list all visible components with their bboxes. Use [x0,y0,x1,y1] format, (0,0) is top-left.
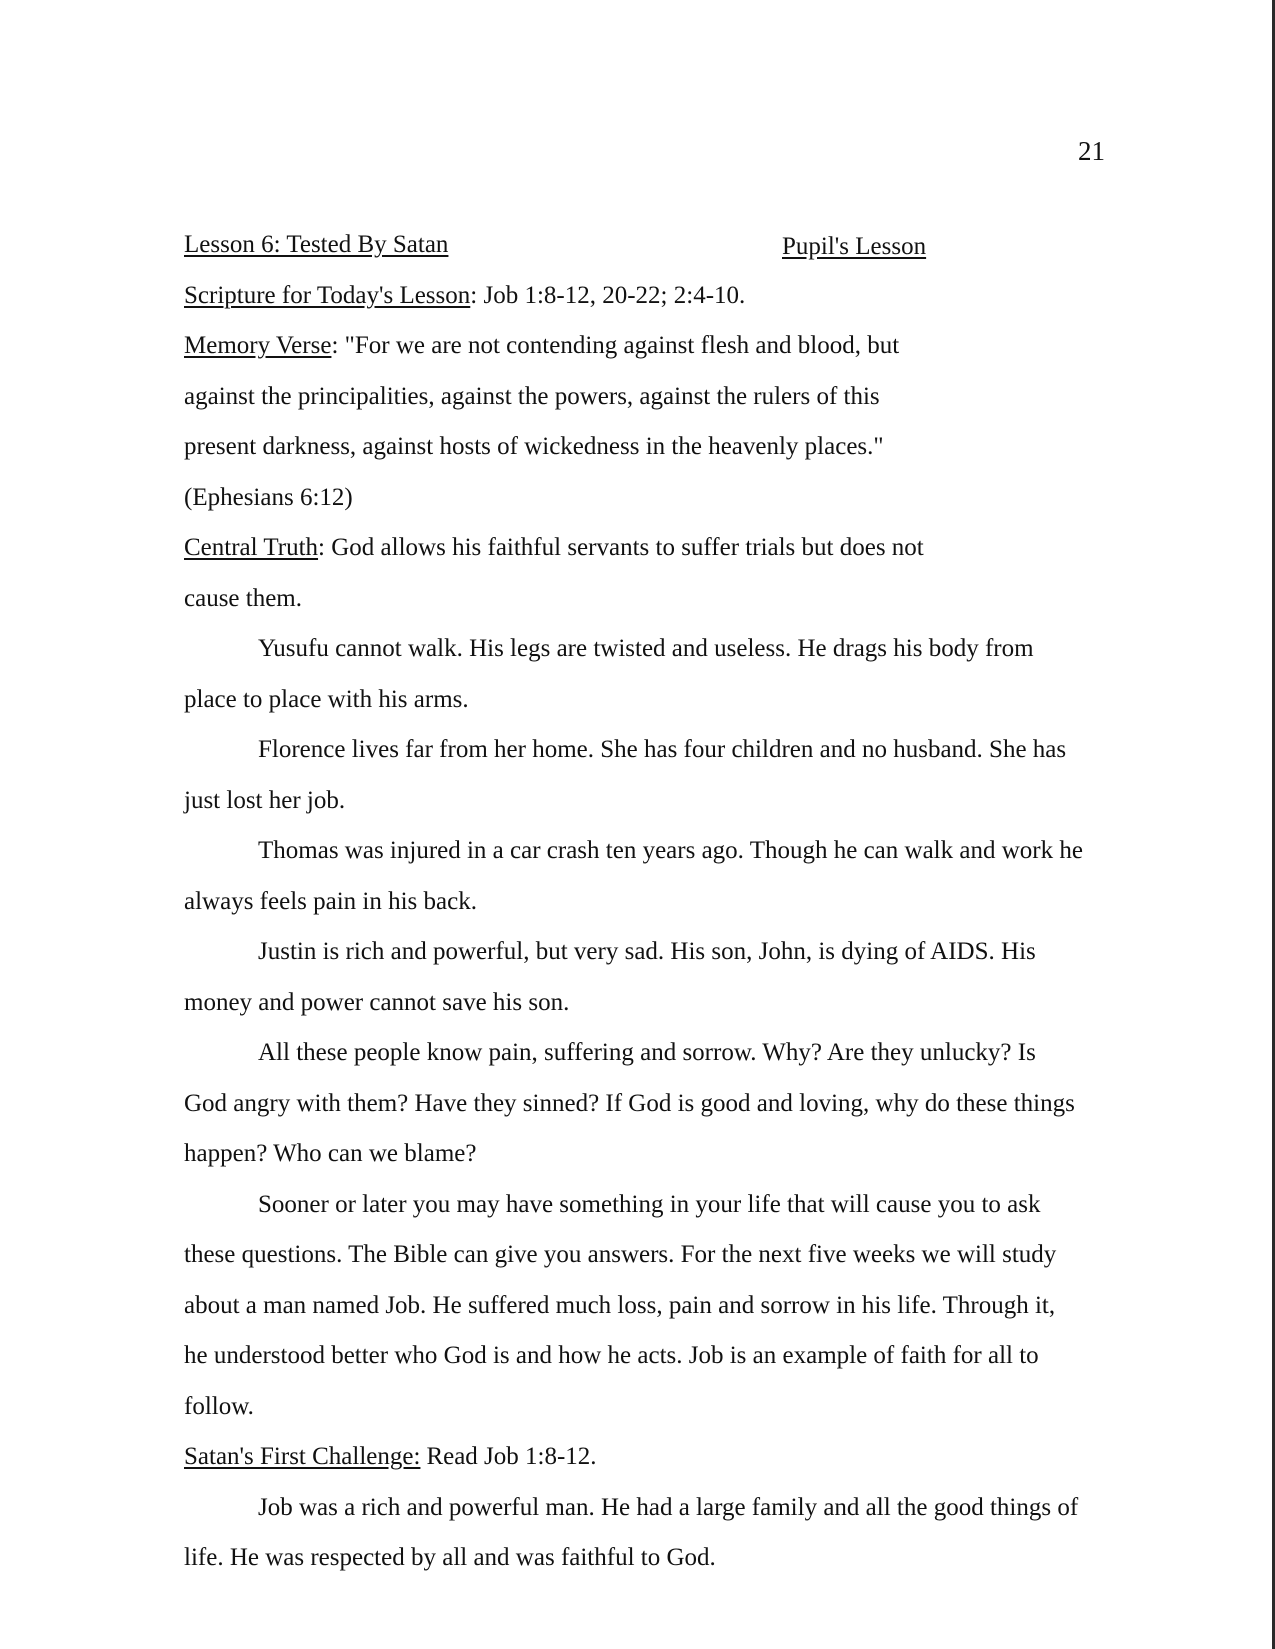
paragraph-yusufu: Yusufu cannot walk. His legs are twisted and useless. He drags his body from place to place with his arms. [184,635,1034,713]
lesson-content [184,220,1084,1584]
lesson-title: Lesson 6: Tested By Satan [184,231,449,258]
section-heading-line [184,1432,1084,1483]
scripture-label: Scripture for Today's Lesson [184,281,471,309]
lesson-type: Pupil's Lesson [782,233,927,260]
memory-verse-reference: (Ephesians 6:12) [184,483,353,511]
paragraph-questions: All these people know pain, suffering and sorrow. Why? Are they unlucky? Is God angry with them? Have they sinned? If God is good and loving, why do these things happen? Who can we blame? [184,1039,1075,1167]
memory-verse-line-3: present darkness, against hosts of wickedness in the heavenly places." [184,433,884,460]
section-heading-text: Read Job 1:8-12. [426,1443,597,1470]
central-truth-line-2: cause them. [184,584,303,612]
scripture-text: : Job 1:8-12, 20-22; 2:4-10. [470,281,746,309]
section-heading-label: Satan's First Challenge: [184,1443,421,1470]
memory-verse-text-1: : "For we are not contending against flesh and blood, but [331,332,900,359]
central-truth-text-1: : God allows his faithful servants to suffer trials but does not [318,534,924,561]
memory-verse-line-1 [184,321,1084,372]
memory-verse-label: Memory Verse [184,332,332,359]
lesson-header [184,220,1084,271]
paragraph-job-intro: Sooner or later you may have something in your life that will cause you to ask these questions. The Bible can give you answers. For the next five weeks we will study about a man named Job. He suffered much loss, pain and sorrow in his life. Through it, he understood better who God is and how he acts. Job is an example of faith for all to follow. [184,1190,1057,1420]
paragraph-justin: Justin is rich and powerful, but very sad. His son, John, is dying of AIDS. His money and power cannot save his son. [184,938,1036,1016]
central-truth-line-1 [184,523,1084,574]
central-truth-label: Central Truth [184,534,319,561]
paragraph-thomas: Thomas was injured in a car crash ten years ago. Though he can walk and work he always feels pain in his back. [184,837,1083,915]
paragraph-job-rich: Job was a rich and powerful man. He had a large family and all the good things of life. He was respected by all and was faithful to God. [184,1493,1079,1571]
memory-verse-line-2: against the principalities, against the powers, against the rulers of this [184,382,880,410]
paragraph-florence: Florence lives far from her home. She has four children and no husband. She has just lost her job. [184,736,1067,814]
final-paragraph-block [184,1483,1084,1584]
scripture-line [184,271,1084,322]
body-paragraphs [184,624,1084,1432]
page-number: 21 [1078,136,1105,166]
